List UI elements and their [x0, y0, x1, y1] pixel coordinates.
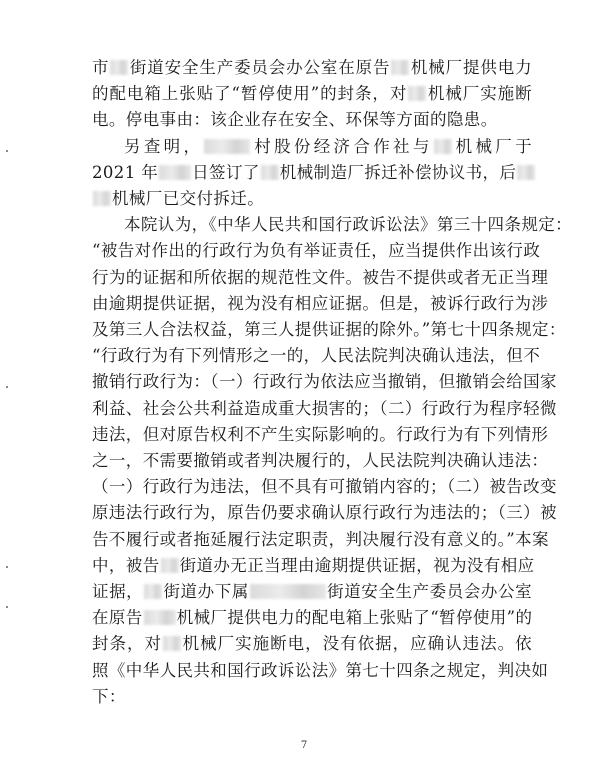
text-segment: 本院认为，《中华人民共和国行政诉讼法》第三十四条规定：	[124, 215, 573, 235]
text-segment: 村股份经济合作社与	[251, 136, 433, 156]
redacted-text	[159, 165, 191, 180]
redacted-text	[163, 636, 181, 651]
text-segment: 的配电箱上张贴了“暂停使用”的封条，对	[92, 84, 408, 104]
text-segment: 电。停电事由：该企业存在安全、环保等方面的隐患。	[92, 110, 498, 130]
redacted-text	[434, 139, 452, 154]
text-line	[92, 395, 557, 423]
text-segment: 机械厂实施断电，没有依据，应确认违法。依	[182, 634, 532, 654]
redacted-text	[161, 558, 179, 573]
text-segment: 机械制造厂拆迁补偿协议书，后	[279, 162, 517, 182]
text-segment: 街道安全生产委员会办公室	[326, 582, 532, 601]
text-segment: 日签订了	[192, 162, 260, 182]
text-segment: （一）行政行为违法，但不具有可撤销内容的；（二）被告改变	[92, 477, 557, 497]
text-line	[124, 211, 573, 239]
text-line	[92, 368, 557, 396]
text-segment: 封条，对	[92, 634, 162, 654]
margin-mark	[6, 386, 8, 388]
text-line	[92, 473, 557, 501]
text-line	[92, 185, 532, 213]
text-segment: 中，被告	[92, 555, 160, 575]
text-segment: 违法，但对原告权利不产生实际影响的。行政行为有下列情形	[92, 424, 549, 444]
text-segment: 证据，	[92, 582, 144, 601]
text-line	[92, 604, 532, 632]
margin-mark	[6, 566, 8, 568]
text-segment: 由逾期提供证据，视为没有相应证据。但是，被诉行政行为涉	[92, 293, 549, 313]
redacted-text	[204, 139, 250, 154]
text-segment: 撤销行政行为：（一）行政行为依法应当撤销，但撤销会给国家	[92, 372, 557, 392]
text-segment: 2021 年	[92, 162, 159, 182]
text-segment: 利益、社会公共利益造成重大损害的；（二）行政行为程序轻微	[92, 398, 557, 418]
text-line	[92, 657, 549, 685]
text-line	[92, 421, 549, 449]
redacted-text	[391, 60, 409, 75]
text-line	[92, 447, 549, 475]
text-line	[92, 316, 566, 344]
text-line	[92, 630, 532, 658]
text-line	[92, 80, 532, 108]
redacted-text	[144, 584, 162, 599]
text-segment: 机械厂于	[452, 136, 532, 156]
text-segment: 街道办无正当理由逾期提供证据，视为没有相应	[179, 555, 535, 575]
text-line	[92, 264, 549, 292]
text-segment: 之一，不需要撤销或者判决履行的，人民法院判决确认违法：	[92, 451, 549, 470]
text-segment: “被告对作出的行政行为负有举证责任，应当提供作出该行政	[92, 241, 541, 261]
text-segment: 街道办下属	[163, 582, 249, 601]
margin-mark	[6, 606, 8, 608]
text-line	[92, 342, 541, 370]
redacted-text	[250, 584, 326, 599]
text-line	[92, 54, 532, 82]
text-line	[92, 290, 549, 318]
text-segment: 下：	[92, 686, 126, 706]
redacted-text	[93, 191, 111, 206]
text-segment: 告不履行或者拖延履行法定职责，判决履行没有意义的。”本案	[92, 529, 549, 549]
text-segment: 市	[92, 58, 110, 77]
text-segment: 街道安全生产委员会办公室在原告	[129, 58, 391, 77]
page-number: 7	[300, 740, 308, 751]
redacted-text	[144, 610, 176, 625]
text-segment: 机械厂实施断	[427, 84, 532, 104]
text-segment: 原违法行政行为，原告仍要求确认原行政行为违法的；（三）被	[92, 503, 557, 523]
text-line	[92, 552, 535, 580]
redacted-text	[408, 86, 426, 101]
redacted-text	[517, 165, 535, 180]
text-line	[92, 159, 532, 187]
text-line	[92, 237, 541, 265]
text-segment: 机械厂提供电力	[410, 58, 532, 77]
text-segment: 行为的证据和所依据的规范性文件。被告不提供或者无正当理	[92, 267, 549, 287]
text-segment: 在原告	[92, 608, 143, 628]
redacted-text	[110, 60, 128, 75]
text-line	[124, 133, 532, 161]
text-segment: 机械厂已交付拆迁。	[112, 189, 265, 208]
text-segment: 及第三人合法权益，第三人提供证据的除外。”第七十四条规定：	[92, 320, 566, 339]
text-segment: 机械厂提供电力的配电箱上张贴了“暂停使用”的	[176, 608, 533, 628]
text-segment: 照《中华人民共和国行政诉讼法》第七十四条之规定，判决如	[92, 660, 549, 680]
text-line	[92, 526, 549, 554]
text-segment: 另查明，	[124, 136, 204, 156]
redacted-text	[261, 165, 279, 180]
text-segment: “行政行为有下列情形之一的，人民法院判决确认违法，但不	[92, 346, 541, 366]
text-line	[92, 578, 532, 606]
text-line	[92, 683, 532, 711]
text-line	[92, 499, 557, 527]
text-line	[92, 106, 532, 134]
margin-mark	[6, 150, 8, 152]
